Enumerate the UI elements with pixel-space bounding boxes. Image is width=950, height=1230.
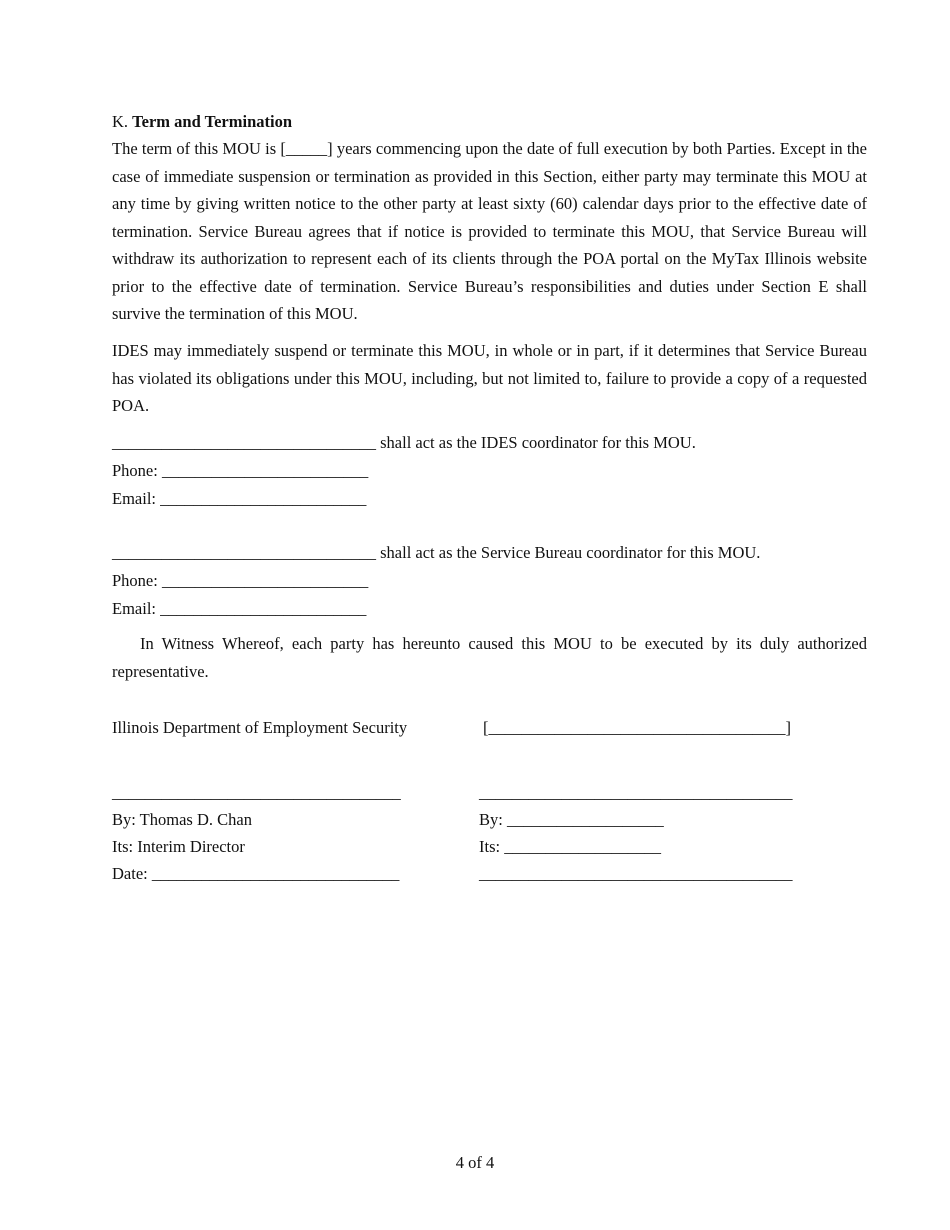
- bureau-coordinator-email: Email: _________________________: [112, 599, 367, 618]
- section-title: Term and Termination: [132, 112, 293, 131]
- section-heading: [112, 112, 292, 132]
- section-letter: K.: [112, 112, 129, 131]
- suspension-paragraph: IDES may immediately suspend or terminate this MOU, in whole or in part, if it determines that Service Bureau has violated its obligations under this MOU, including, but not limited to, failure to provide a copy of a requested POA.: [112, 341, 867, 415]
- left-signature-line: ___________________________________: [112, 783, 401, 802]
- bureau-coordinator-phone: Phone: _________________________: [112, 571, 369, 590]
- right-date-line: ______________________________________: [479, 864, 793, 883]
- right-signer-its: Its: ___________________: [479, 837, 661, 856]
- ides-coordinator-email: Email: _________________________: [112, 489, 367, 508]
- left-signer-date: Date: ______________________________: [112, 864, 400, 883]
- right-party-name: [____________________________________]: [483, 718, 791, 737]
- bureau-coordinator-line: ________________________________ shall act as the Service Bureau coordinator for this MOU.: [112, 543, 761, 562]
- left-signer-its: Its: Interim Director: [112, 837, 245, 856]
- term-paragraph: The term of this MOU is [_____] years commencing upon the date of full execution by both Parties. Except in the case of immediate suspension or termination as provided in this Section, either party may terminate this MOU at any time by giving written notice to the other party at least sixty (60) calendar days prior to the effective date of termination. Service Bureau agrees that if notice is provided to terminate this MOU, that Service Bureau will withdraw its authorization to represent each of its clients through the POA portal on the MyTax Illinois website prior to the effective date of termination. Service Bureau’s responsibilities and duties under Section E shall survive the termination of this MOU.: [112, 139, 867, 323]
- witness-paragraph: In Witness Whereof, each party has hereunto caused this MOU to be executed by its duly authorized representative.: [112, 634, 867, 681]
- page-number: 4 of 4: [455, 1153, 495, 1172]
- left-signer-by: By: Thomas D. Chan: [112, 810, 252, 829]
- ides-coordinator-phone: Phone: _________________________: [112, 461, 369, 480]
- right-signature-line: ______________________________________: [479, 783, 793, 802]
- right-signer-by: By: ___________________: [479, 810, 664, 829]
- left-party-name: Illinois Department of Employment Security: [112, 718, 408, 737]
- ides-coordinator-line: ________________________________ shall act as the IDES coordinator for this MOU.: [112, 433, 696, 452]
